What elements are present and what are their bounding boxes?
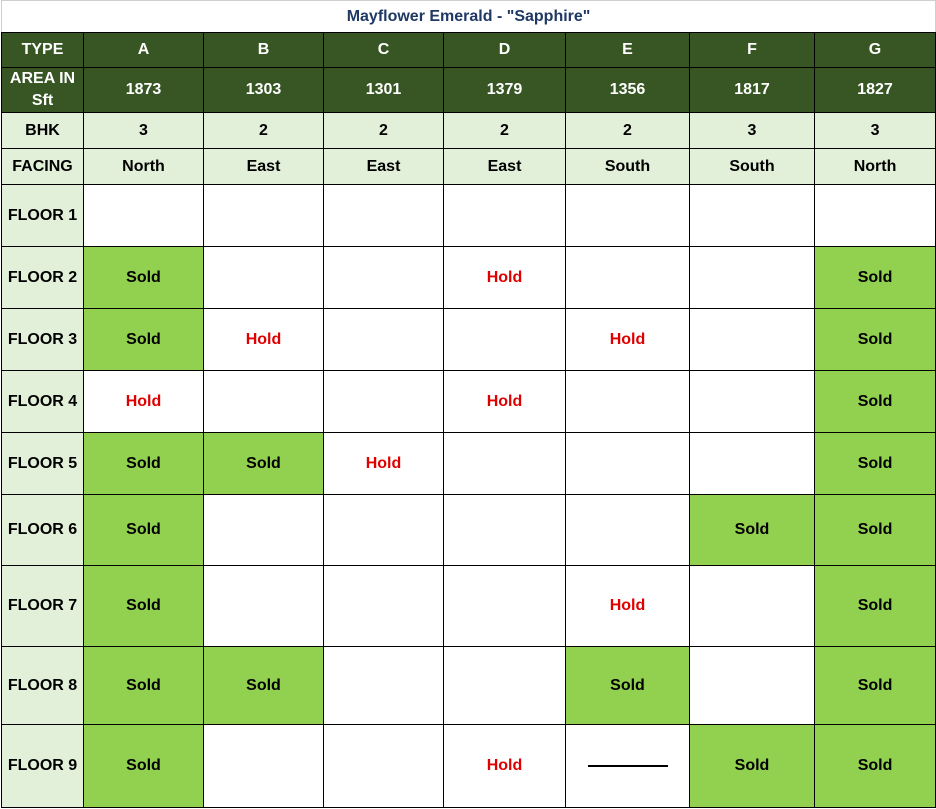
status-sold-f: Sold — [690, 495, 815, 566]
empty-cell — [204, 725, 324, 808]
underline-mark — [588, 765, 668, 767]
status-sold-a: Sold — [84, 433, 204, 495]
floor-row — [2, 647, 936, 725]
empty-cell — [690, 433, 815, 495]
col-header-g: G — [815, 33, 936, 68]
empty-cell — [204, 495, 324, 566]
floor-label: FLOOR 9 — [2, 725, 84, 808]
empty-cell — [690, 566, 815, 647]
floor-row — [2, 247, 936, 309]
status-sold-g: Sold — [815, 566, 936, 647]
bhk-c: 2 — [324, 113, 444, 149]
empty-cell — [566, 433, 690, 495]
bhk-d: 2 — [444, 113, 566, 149]
col-header-a: A — [84, 33, 204, 68]
empty-cell — [324, 647, 444, 725]
status-sold-a: Sold — [84, 566, 204, 647]
status-sold-a: Sold — [84, 647, 204, 725]
empty-cell — [444, 185, 566, 247]
empty-cell — [204, 185, 324, 247]
floor-label: FLOOR 2 — [2, 247, 84, 309]
area-e: 1356 — [566, 68, 690, 113]
table-title: Mayflower Emerald - "Sapphire" — [2, 1, 936, 33]
floor-row — [2, 309, 936, 371]
floor-label: FLOOR 5 — [2, 433, 84, 495]
empty-cell — [204, 371, 324, 433]
bhk-g: 3 — [815, 113, 936, 149]
area-f: 1817 — [690, 68, 815, 113]
empty-cell — [566, 495, 690, 566]
empty-cell — [324, 185, 444, 247]
status-sold-g: Sold — [815, 433, 936, 495]
status-sold-g: Sold — [815, 371, 936, 433]
facing-row — [2, 149, 936, 185]
area-g: 1827 — [815, 68, 936, 113]
empty-cell — [324, 371, 444, 433]
area-row — [2, 68, 936, 113]
facing-label: FACING — [2, 149, 84, 185]
status-sold-g: Sold — [815, 247, 936, 309]
floor-label: FLOOR 6 — [2, 495, 84, 566]
bhk-a: 3 — [84, 113, 204, 149]
bhk-b: 2 — [204, 113, 324, 149]
empty-cell — [324, 566, 444, 647]
area-d: 1379 — [444, 68, 566, 113]
status-sold-g: Sold — [815, 647, 936, 725]
status-sold-b: Sold — [204, 647, 324, 725]
empty-cell — [324, 247, 444, 309]
empty-cell — [324, 309, 444, 371]
status-sold-a: Sold — [84, 725, 204, 808]
empty-cell — [566, 185, 690, 247]
floor-row — [2, 371, 936, 433]
bhk-label: BHK — [2, 113, 84, 149]
col-header-d: D — [444, 33, 566, 68]
empty-cell — [204, 566, 324, 647]
status-sold-a: Sold — [84, 309, 204, 371]
col-header-f: F — [690, 33, 815, 68]
status-hold-d: Hold — [444, 725, 566, 808]
type-row — [2, 33, 936, 68]
empty-cell — [566, 371, 690, 433]
floor-label: FLOOR 3 — [2, 309, 84, 371]
area-a: 1873 — [84, 68, 204, 113]
availability-table — [1, 0, 936, 808]
facing-c: East — [324, 149, 444, 185]
status-sold-a: Sold — [84, 247, 204, 309]
floor-row — [2, 433, 936, 495]
status-hold-d: Hold — [444, 247, 566, 309]
status-sold-a: Sold — [84, 495, 204, 566]
facing-f: South — [690, 149, 815, 185]
empty-cell — [444, 309, 566, 371]
empty-cell — [444, 566, 566, 647]
status-hold-e: Hold — [566, 309, 690, 371]
empty-cell — [815, 185, 936, 247]
col-header-b: B — [204, 33, 324, 68]
empty-cell — [84, 185, 204, 247]
status-hold-e: Hold — [566, 566, 690, 647]
floor-row — [2, 725, 936, 808]
status-hold-c: Hold — [324, 433, 444, 495]
facing-g: North — [815, 149, 936, 185]
floor-label: FLOOR 7 — [2, 566, 84, 647]
status-sold-g: Sold — [815, 725, 936, 808]
status-hold-a: Hold — [84, 371, 204, 433]
empty-cell — [690, 185, 815, 247]
floor-row — [2, 495, 936, 566]
status-hold-d: Hold — [444, 371, 566, 433]
status-sold-g: Sold — [815, 495, 936, 566]
bhk-e: 2 — [566, 113, 690, 149]
facing-a: North — [84, 149, 204, 185]
facing-d: East — [444, 149, 566, 185]
empty-cell — [690, 309, 815, 371]
floor-row — [2, 566, 936, 647]
area-label: AREA IN Sft — [2, 68, 84, 113]
empty-cell — [690, 247, 815, 309]
title-row — [2, 1, 936, 33]
floor-label: FLOOR 4 — [2, 371, 84, 433]
status-hold-b: Hold — [204, 309, 324, 371]
empty-cell — [444, 495, 566, 566]
bhk-f: 3 — [690, 113, 815, 149]
status-sold-f: Sold — [690, 725, 815, 808]
col-header-e: E — [566, 33, 690, 68]
bhk-row — [2, 113, 936, 149]
empty-cell — [324, 495, 444, 566]
col-header-c: C — [324, 33, 444, 68]
empty-cell — [444, 647, 566, 725]
status-sold-e: Sold — [566, 647, 690, 725]
floor-label: FLOOR 1 — [2, 185, 84, 247]
area-c: 1301 — [324, 68, 444, 113]
blank-line-cell — [566, 725, 690, 808]
empty-cell — [444, 433, 566, 495]
area-b: 1303 — [204, 68, 324, 113]
status-sold-g: Sold — [815, 309, 936, 371]
empty-cell — [690, 647, 815, 725]
type-label: TYPE — [2, 33, 84, 68]
empty-cell — [566, 247, 690, 309]
empty-cell — [690, 371, 815, 433]
floor-label: FLOOR 8 — [2, 647, 84, 725]
empty-cell — [324, 725, 444, 808]
facing-e: South — [566, 149, 690, 185]
empty-cell — [204, 247, 324, 309]
floor-row — [2, 185, 936, 247]
facing-b: East — [204, 149, 324, 185]
status-sold-b: Sold — [204, 433, 324, 495]
